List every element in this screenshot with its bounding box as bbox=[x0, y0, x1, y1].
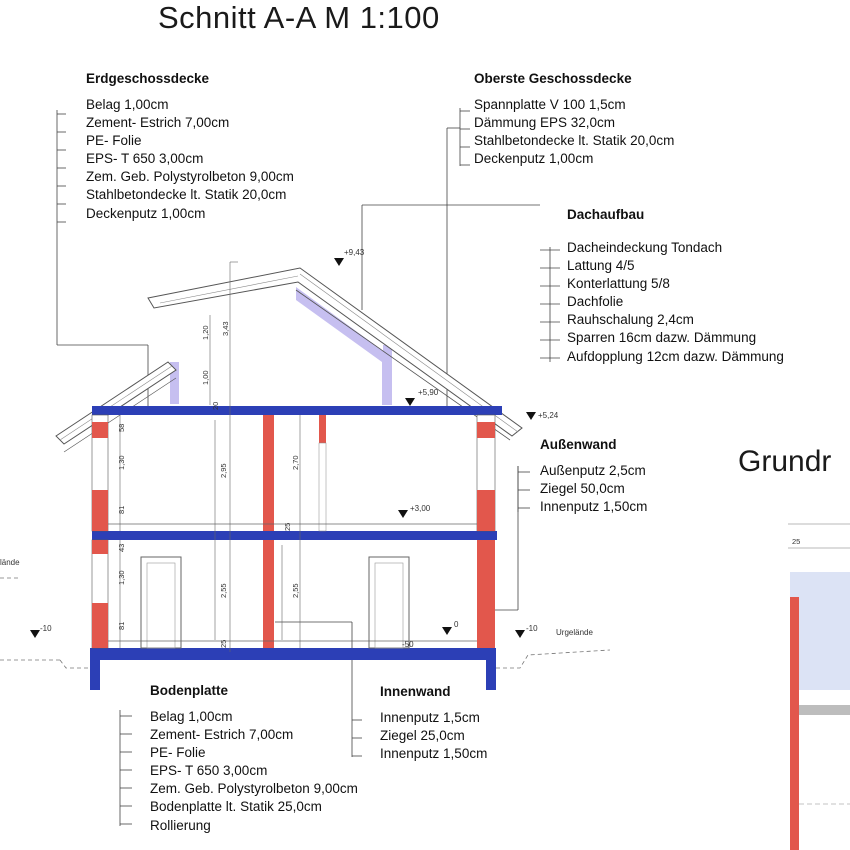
layer-item: Ziegel 50,0cm bbox=[540, 481, 625, 497]
layer-item: Ziegel 25,0cm bbox=[380, 728, 465, 744]
layer-item: Rollierung bbox=[150, 817, 211, 833]
layer-item: Zem. Geb. Polystyrolbeton 9,00cm bbox=[150, 781, 358, 797]
layer-item: PE- Folie bbox=[86, 133, 142, 149]
layer-item: Dachfolie bbox=[567, 294, 624, 310]
block-heading: Innenwand bbox=[380, 684, 451, 699]
level-terrain-right: -10 bbox=[526, 624, 538, 633]
layer-item: Stahlbetondecke lt. Statik 20,0cm bbox=[474, 133, 675, 149]
dim-upper-2: 1,30 bbox=[117, 455, 126, 470]
layer-item: Dämmung EPS 32,0cm bbox=[474, 115, 616, 131]
block-oberste-geschossdecke bbox=[474, 71, 674, 168]
layer-item: Innenputz 1,50cm bbox=[380, 746, 488, 762]
layer-item: Lattung 4/5 bbox=[567, 258, 635, 274]
floor-plan-partial bbox=[788, 524, 850, 850]
foundation-right bbox=[486, 660, 496, 690]
level-ridge: +9,43 bbox=[344, 248, 365, 257]
dim-ground-1: 43 bbox=[117, 543, 126, 552]
attic-slab bbox=[92, 406, 502, 415]
ground-slab bbox=[90, 648, 496, 660]
partial-plan-title: Grundr bbox=[738, 445, 832, 478]
layer-item: Innenputz 1,5cm bbox=[380, 710, 480, 725]
layer-item: Dacheindeckung Tondach bbox=[567, 240, 723, 255]
block-heading: Oberste Geschossdecke bbox=[474, 71, 632, 86]
block-aussenwand bbox=[540, 437, 647, 516]
layer-item: Belag 1,00cm bbox=[86, 97, 169, 112]
dim-slab: 25 bbox=[219, 639, 228, 648]
page-title: Schnitt A-A M 1:100 bbox=[158, 0, 440, 35]
dim-attic-total: 3,43 bbox=[221, 321, 230, 336]
terrain-label-left: lände bbox=[0, 558, 20, 567]
layer-item: Zement- Estrich 7,00cm bbox=[86, 115, 230, 131]
dim-upper-height-2: 2,70 bbox=[291, 455, 300, 470]
block-innenwand bbox=[380, 684, 487, 763]
level-ground-floor: 0 bbox=[454, 620, 459, 629]
layer-item: EPS- T 650 3,00cm bbox=[150, 763, 268, 779]
level-attic: +5,90 bbox=[418, 388, 439, 397]
upper-floor-slab bbox=[92, 531, 497, 540]
layer-item: Rauhschalung 2,4cm bbox=[567, 312, 694, 328]
dim-attic-1: 1,20 bbox=[201, 325, 210, 340]
layer-item: EPS- T 650 3,00cm bbox=[86, 151, 204, 167]
dim-ground-3: 81 bbox=[117, 621, 126, 630]
block-heading: Dachaufbau bbox=[567, 207, 645, 222]
layer-item: PE- Folie bbox=[150, 745, 206, 761]
layer-item: Sparren 16cm dazw. Dämmung bbox=[567, 330, 757, 346]
layer-item: Bodenplatte lt. Statik 25,0cm bbox=[150, 799, 322, 815]
dim-ground-height-1: 2,55 bbox=[219, 583, 228, 598]
dim-plan: 25 bbox=[792, 537, 801, 546]
layer-item: Stahlbetondecke lt. Statik 20,0cm bbox=[86, 187, 287, 203]
layer-item: Zem. Geb. Polystyrolbeton 9,00cm bbox=[86, 169, 294, 185]
slabs bbox=[90, 406, 502, 690]
dim-attic-2: 1,00 bbox=[201, 370, 210, 385]
block-erdgeschossdecke bbox=[86, 71, 294, 223]
dim-upper-height-1: 2,95 bbox=[219, 463, 228, 478]
layer-item: Spannplatte V 100 1,5cm bbox=[474, 97, 626, 112]
dim-ground-height-2: 2,55 bbox=[291, 583, 300, 598]
layer-item: Belag 1,00cm bbox=[150, 709, 233, 724]
block-heading: Außenwand bbox=[540, 437, 617, 452]
dim-upper-1: 58 bbox=[117, 423, 126, 432]
block-bodenplatte bbox=[150, 683, 358, 835]
level-foundation: -50 bbox=[402, 640, 414, 649]
dim-attic-slab: 20 bbox=[211, 401, 220, 410]
level-eave: +5,24 bbox=[538, 411, 559, 420]
layer-item: Deckenputz 1,00cm bbox=[474, 151, 594, 167]
layer-item: Deckenputz 1,00cm bbox=[86, 205, 206, 221]
layer-item: Aufdopplung 12cm dazw. Dämmung bbox=[567, 348, 784, 364]
level-upper-floor: +3,00 bbox=[410, 504, 431, 513]
dim-ceiling: 25 bbox=[283, 522, 292, 531]
block-heading: Erdgeschossdecke bbox=[86, 71, 210, 86]
layer-item: Innenputz 1,50cm bbox=[540, 499, 648, 515]
block-heading: Bodenplatte bbox=[150, 683, 229, 698]
layer-item: Zement- Estrich 7,00cm bbox=[150, 727, 294, 743]
layer-item: Außenputz 2,5cm bbox=[540, 463, 646, 478]
dim-upper-3: 81 bbox=[117, 505, 126, 514]
dim-ground-2: 1,30 bbox=[117, 570, 126, 585]
foundation-left bbox=[90, 660, 100, 690]
block-dachaufbau bbox=[567, 207, 784, 366]
layer-item: Konterlattung 5/8 bbox=[567, 276, 670, 292]
terrain-label: Urgelände bbox=[556, 628, 593, 637]
level-terrain-left: -10 bbox=[40, 624, 52, 633]
